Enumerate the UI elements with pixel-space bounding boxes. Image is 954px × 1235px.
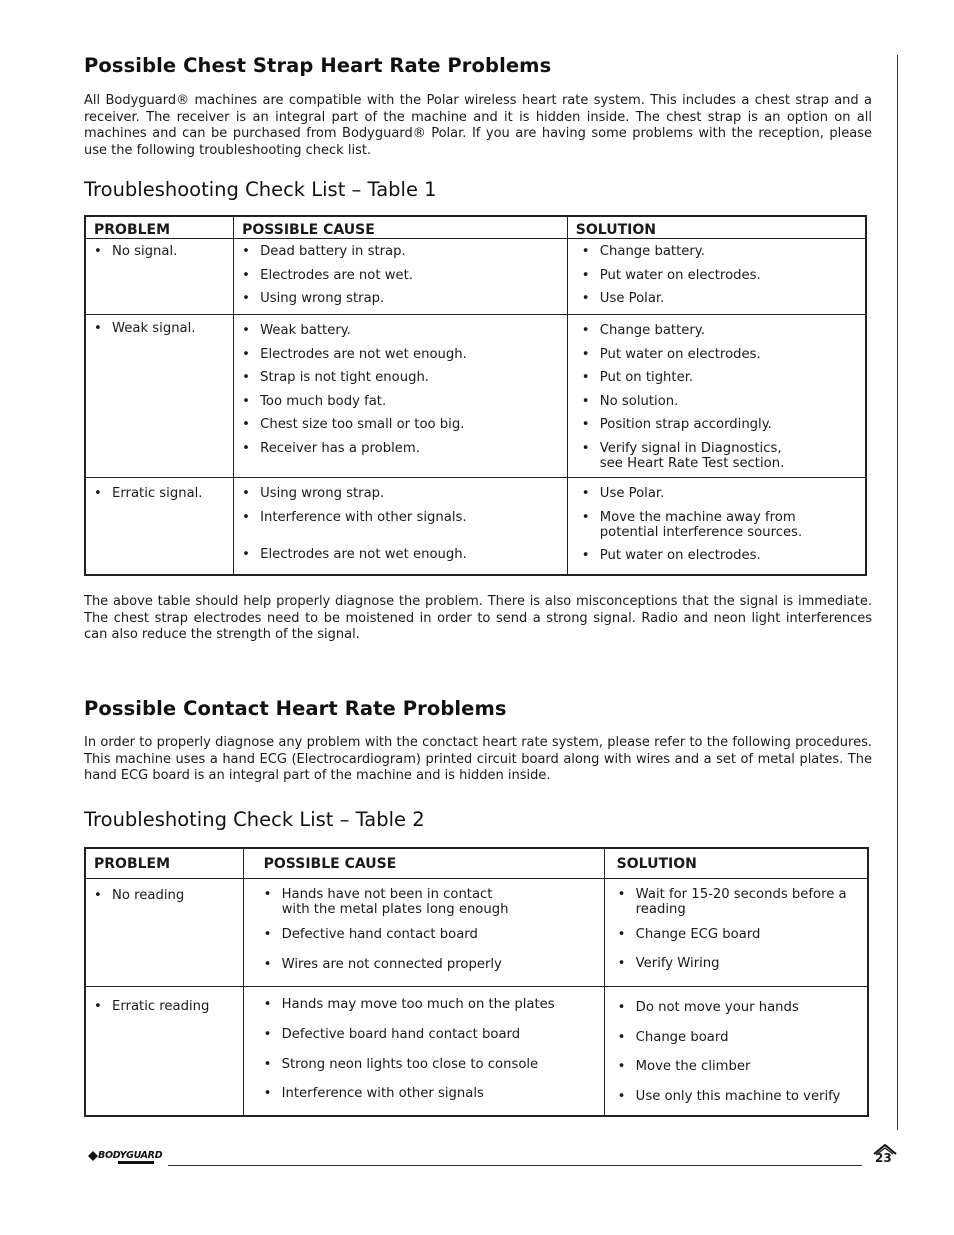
cause-cell <box>234 315 568 478</box>
cause-cell <box>234 239 568 315</box>
page-number: 23 <box>875 1151 892 1165</box>
cause-cell <box>243 986 604 1116</box>
list-item: • Electrodes are not wet. <box>242 268 567 283</box>
list-item: • Change battery. <box>582 323 865 338</box>
problem-cell <box>85 239 234 315</box>
list-item: • Put water on electrodes. <box>582 548 865 563</box>
table-row <box>85 478 866 575</box>
problem-cell <box>85 315 234 478</box>
list-item: • Put water on electrodes. <box>582 268 865 283</box>
section1-heading: Possible Chest Strap Heart Rate Problems <box>84 54 552 77</box>
list-item: • Weak battery. <box>242 323 567 338</box>
solution-cell <box>604 878 868 986</box>
list-item: • Hands have not been in contact with the metal plates long enough <box>264 887 522 917</box>
logo-underline <box>118 1161 154 1164</box>
column-header: SOLUTION <box>567 216 866 239</box>
logo-mark-icon <box>88 1151 98 1161</box>
logo-text: BODYGUARD <box>98 1150 163 1161</box>
list-item: • Use only this machine to verify <box>618 1089 867 1104</box>
solution-cell <box>604 986 868 1116</box>
cause-cell <box>243 878 604 986</box>
column-header: PROBLEM <box>85 848 243 878</box>
bodyguard-logo <box>88 1150 163 1168</box>
column-header: POSSIBLE CAUSE <box>234 216 568 239</box>
problem-cell <box>85 478 234 575</box>
table-row <box>85 239 866 315</box>
list-item: • No reading <box>94 888 243 903</box>
list-item: • No solution. <box>582 394 865 409</box>
list-item: • Using wrong strap. <box>242 486 567 501</box>
column-header: PROBLEM <box>85 216 234 239</box>
list-item: • Erratic reading <box>94 999 243 1014</box>
list-item: • Electrodes are not wet enough. <box>242 347 567 362</box>
solution-cell <box>567 478 866 575</box>
list-item: • Using wrong strap. <box>242 291 567 306</box>
list-item: • Hands may move too much on the plates <box>264 997 604 1012</box>
problem-cell <box>85 878 243 986</box>
troubleshooting-table-2 <box>84 847 869 1117</box>
list-item: • Receiver has a problem. <box>242 441 567 456</box>
list-item: • Use Polar. <box>582 486 865 501</box>
list-item: • Erratic signal. <box>94 486 233 501</box>
list-item: • Put on tighter. <box>582 370 865 385</box>
table-row <box>85 315 866 478</box>
table-row <box>85 878 868 986</box>
section1-after: The above table should help properly diagnose the problem. There is also misconceptions that the signal is immediate. The chest strap electrodes need to be moistened in order to send a strong signal. Radio and neon light interferences can also reduce the strength of the signal. <box>84 594 872 642</box>
list-item: • Change ECG board <box>618 927 867 942</box>
list-item: • No signal. <box>94 244 233 259</box>
list-item: • Defective hand contact board <box>264 927 604 942</box>
list-item: • Do not move your hands <box>618 1000 867 1015</box>
problem-cell <box>85 986 243 1116</box>
troubleshooting-table-1 <box>84 215 867 576</box>
list-item: • Use Polar. <box>582 291 865 306</box>
list-item: • Interference with other signals <box>264 1086 604 1101</box>
table2-title: Troubleshoting Check List – Table 2 <box>84 808 425 831</box>
section1-intro: All Bodyguard® machines are compatible with the Polar wireless heart rate system. This includes a chest strap and a receiver. The receiver is an integral part of the machine and it is hidden inside. The chest strap is an option on all machines and can be purchased from Bodyguard® Polar. If you are having some problems with the reception, please use the following troubleshooting check list. <box>84 93 872 158</box>
solution-cell <box>567 239 866 315</box>
list-item: • Move the climber <box>618 1059 867 1074</box>
table-header-row <box>85 848 868 878</box>
list-item: • Verify signal in Diagnostics, see Heart Rate Test section. <box>582 441 785 471</box>
list-item: • Wires are not connected properly <box>264 957 604 972</box>
list-item: • Put water on electrodes. <box>582 347 865 362</box>
solution-cell <box>567 315 866 478</box>
list-item: • Position strap accordingly. <box>582 417 865 432</box>
table-row <box>85 986 868 1116</box>
list-item: • Defective board hand contact board <box>264 1027 604 1042</box>
table1-title: Troubleshooting Check List – Table 1 <box>84 178 437 201</box>
cause-cell <box>234 478 568 575</box>
page-number-badge <box>872 1142 898 1168</box>
list-item: • Weak signal. <box>94 321 233 336</box>
footer-rule <box>168 1165 862 1166</box>
column-header: SOLUTION <box>604 848 868 878</box>
section2-heading: Possible Contact Heart Rate Problems <box>84 697 507 720</box>
list-item: • Move the machine away from potential interference sources. <box>582 510 810 540</box>
list-item: • Verify Wiring <box>618 956 867 971</box>
list-item: • Chest size too small or too big. <box>242 417 567 432</box>
table-header-row <box>85 216 866 239</box>
list-item: • Too much body fat. <box>242 394 567 409</box>
list-item: • Interference with other signals. <box>242 510 567 525</box>
list-item: • Strap is not tight enough. <box>242 370 567 385</box>
list-item: • Change board <box>618 1030 867 1045</box>
list-item: • Change battery. <box>582 244 865 259</box>
margin-rule <box>897 55 898 1130</box>
list-item: • Electrodes are not wet enough. <box>242 547 567 562</box>
section2-intro: In order to properly diagnose any problem with the conctact heart rate system, please refer to the following procedures. This machine uses a hand ECG (Electrocardiogram) printed circuit board along with wires and a set of metal plates. The hand ECG board is an integral part of the machine and is hidden inside. <box>84 735 872 783</box>
list-item: • Strong neon lights too close to console <box>264 1057 604 1072</box>
list-item: • Wait for 15-20 seconds before a reading <box>618 887 851 917</box>
column-header: POSSIBLE CAUSE <box>243 848 604 878</box>
list-item: • Dead battery in strap. <box>242 244 567 259</box>
